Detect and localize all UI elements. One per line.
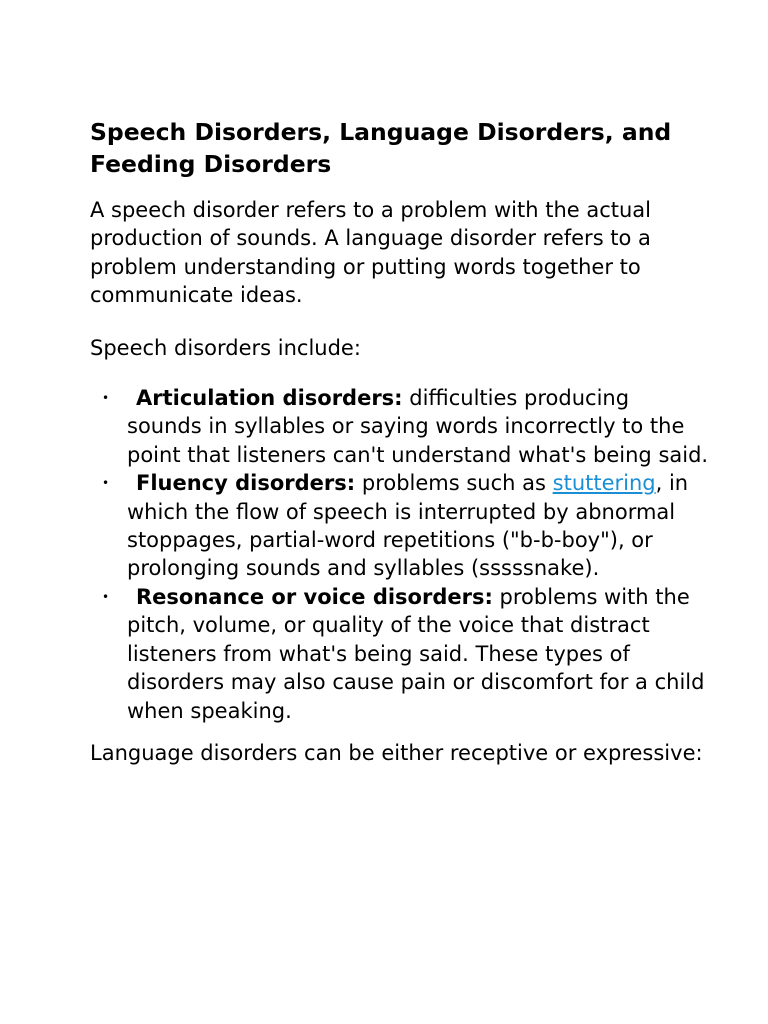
list-item-articulation bbox=[102, 384, 710, 469]
bullet-icon: • bbox=[102, 391, 110, 406]
description-fluency-start: problems such as bbox=[355, 471, 553, 496]
description-resonance: problems with the pitch, volume, or quality of the voice that distract listeners from what's being said. These types of disorders may also cause pain or discomfort for a child when speaking. bbox=[127, 584, 705, 723]
language-disorders-intro: Language disorders can be either receptive or expressive: bbox=[90, 740, 703, 765]
document-page bbox=[90, 114, 710, 767]
page-title: Speech Disorders, Language Disorders, and Feeding Disorders bbox=[90, 118, 672, 178]
list-item-fluency bbox=[102, 469, 710, 583]
term-articulation: Articulation disorders: bbox=[136, 386, 403, 411]
description-fluency-end: , in which the flow of speech is interrupted by abnormal stoppages, partial-word repetitions ("b-b-boy"), or prolonging sounds and syllables (sssssnake). bbox=[127, 471, 689, 581]
description-articulation: difficulties producing sounds in syllables or saying words incorrectly to the point that listeners can't understand what's being said. bbox=[127, 386, 709, 467]
intro-paragraph: A speech disorder refers to a problem with the actual production of sounds. A language disorder refers to a problem understanding or putting words together to communicate ideas. bbox=[90, 198, 652, 308]
speech-disorders-intro: Speech disorders include: bbox=[90, 335, 361, 360]
speech-disorders-list bbox=[90, 384, 710, 725]
stuttering-link[interactable]: stuttering bbox=[552, 471, 656, 496]
bullet-icon: • bbox=[102, 476, 110, 491]
bullet-icon: • bbox=[102, 589, 110, 604]
term-resonance: Resonance or voice disorders: bbox=[136, 584, 493, 609]
term-fluency: Fluency disorders: bbox=[136, 471, 356, 496]
list-item-resonance bbox=[102, 583, 710, 725]
